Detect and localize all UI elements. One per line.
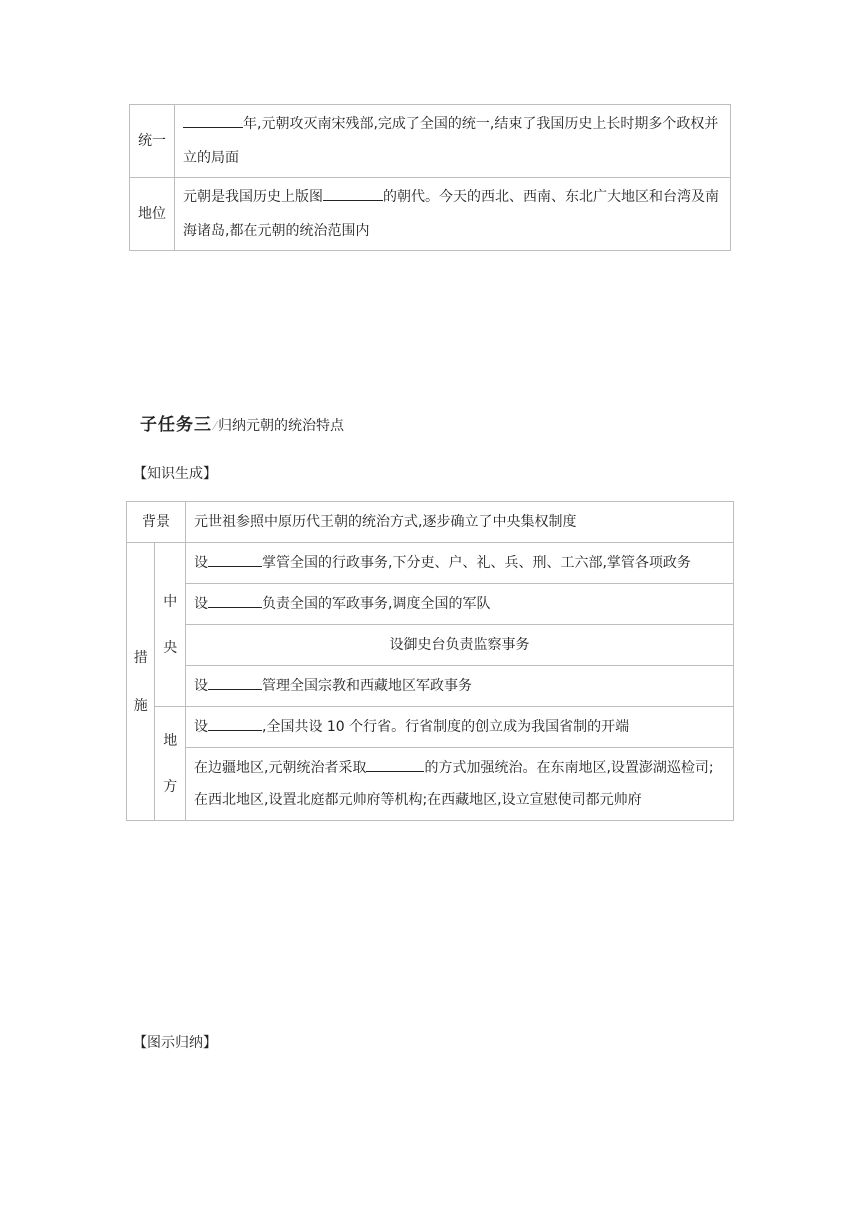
fill-blank[interactable] bbox=[208, 716, 262, 731]
local-row-province: 设 ,全国共设 10 个行省。行省制度的创立成为我国省制的开端 bbox=[186, 707, 734, 748]
row-label-unification: 统一 bbox=[130, 105, 175, 178]
background-text: 元世祖参照中原历代王朝的统治方式,逐步确立了中央集权制度 bbox=[186, 502, 734, 543]
table-row bbox=[127, 707, 734, 748]
table-row bbox=[130, 178, 731, 251]
fill-blank[interactable] bbox=[323, 186, 383, 201]
central-row-religion: 设 管理全国宗教和西藏地区军政事务 bbox=[186, 666, 734, 707]
table-row bbox=[127, 625, 734, 666]
governance-table bbox=[126, 501, 734, 821]
table-row bbox=[127, 584, 734, 625]
fill-blank[interactable] bbox=[366, 757, 424, 772]
central-row-secretariat: 设 掌管全国的行政事务,下分吏、户、礼、兵、刑、工六部,掌管各项政务 bbox=[186, 543, 734, 584]
table-row bbox=[130, 105, 731, 178]
fill-blank[interactable] bbox=[208, 675, 262, 690]
row-content-unification: 年,元朝攻灭南宋残部,完成了全国的统一,结束了我国历史上长时期多个政权并立的局面 bbox=[175, 105, 731, 178]
fill-blank[interactable] bbox=[208, 552, 262, 567]
background-label: 背景 bbox=[127, 502, 186, 543]
slash-mark-icon: ⁄ bbox=[214, 419, 217, 433]
central-label: 中 央 bbox=[155, 543, 186, 707]
table-row bbox=[127, 502, 734, 543]
table-row bbox=[127, 748, 734, 821]
fill-blank[interactable] bbox=[208, 593, 262, 608]
row-label-status: 地位 bbox=[130, 178, 175, 251]
local-row-frontier: 在边疆地区,元朝统治者采取 的方式加强统治。在东南地区,设置澎湖巡检司;在西北地区,设置北庭都元帅府等机构;在西藏地区,设立宣慰使司都元帅府 bbox=[186, 748, 734, 821]
table-row bbox=[127, 666, 734, 707]
diagram-label: 【图示归纳】 bbox=[133, 1035, 217, 1051]
row-content-status: 元朝是我国历史上版图 的朝代。今天的西北、西南、东北广大地区和台湾及南海诸岛,都在元朝的统治范围内 bbox=[175, 178, 731, 251]
knowledge-label: 【知识生成】 bbox=[133, 466, 217, 482]
table-row bbox=[127, 543, 734, 584]
local-label: 地 方 bbox=[155, 707, 186, 821]
central-row-censorate: 设御史台负责监察事务 bbox=[186, 625, 734, 666]
central-row-military: 设 负责全国的军政事务,调度全国的军队 bbox=[186, 584, 734, 625]
section-heading bbox=[140, 410, 344, 435]
section-subtitle: 归纳元朝的统治特点 bbox=[218, 418, 345, 434]
section-title: 子任务三 bbox=[140, 415, 212, 435]
fill-blank[interactable] bbox=[183, 113, 243, 128]
measures-label: 措 施 bbox=[127, 543, 155, 821]
unification-table bbox=[129, 104, 731, 251]
